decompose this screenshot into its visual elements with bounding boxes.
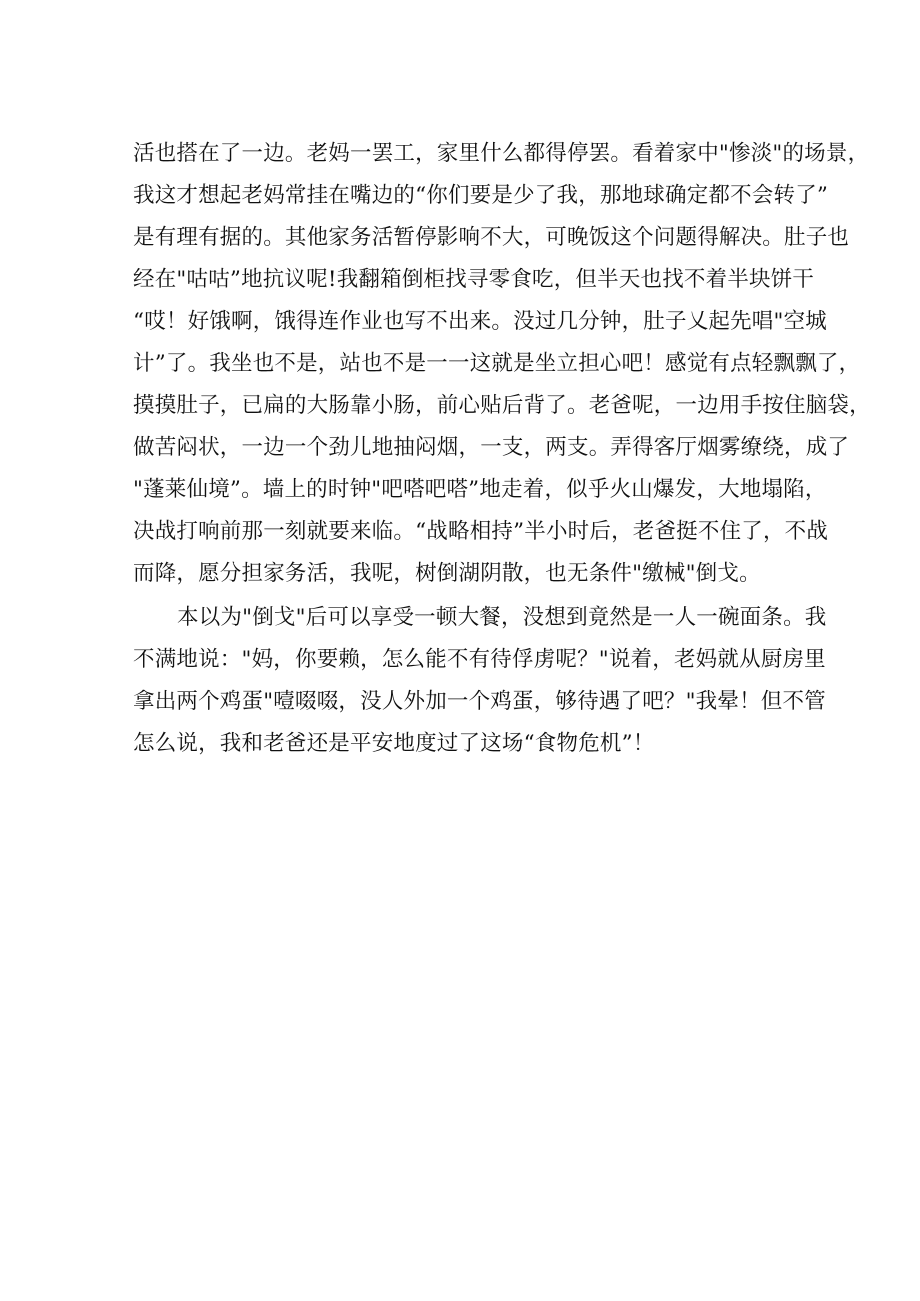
- text-line: 我这才想起老妈常挂在嘴边的“你们要是少了我，那地球确定都不会转了”: [133, 183, 829, 208]
- paragraph-1: [133, 133, 871, 595]
- text-line: 做苦闷状，一边一个劲儿地抽闷烟，一支，两支。弄得客厅烟雾缭绕，成了: [133, 435, 850, 460]
- text-line: 而降，愿分担家务活，我呢，树倒湖阴散，也无条件"缴械"倒戈。: [133, 561, 761, 586]
- paragraph-2: [133, 597, 827, 765]
- text-line: 经在"咕咕”地抗议呢!我翻箱倒柜找寻零食吃，但半天也找不着半块饼干: [133, 267, 815, 292]
- text-line: 怎么说，我和老爸还是平安地度过了这场“食物危机”！: [133, 731, 655, 756]
- text-line: 不满地说："妈，你要赖，怎么能不有待俘虏呢？"说着，老妈就从厨房里: [133, 647, 826, 672]
- text-line: 本以为"倒戈"后可以享受一顿大餐，没想到竟然是一人一碗面条。我: [177, 605, 827, 630]
- text-line: “哎！好饿啊，饿得连作业也写不出来。没过几分钟，肚子乂起先唱"空城: [133, 309, 827, 334]
- text-line: 计”了。我坐也不是，站也不是一一这就是坐立担心吧！感觉有点轻飘飘了，: [133, 351, 861, 376]
- text-line: 摸摸肚子，已扁的大肠靠小肠，前心贴后背了。老爸呢，一边用手按住脑袋，: [133, 393, 871, 418]
- text-line: 拿出两个鸡蛋"噎啜啜，没人外加一个鸡蛋，够待遇了吧？"我晕！但不管: [133, 689, 826, 714]
- text-line: "蓬莱仙境”。墙上的时钟"吧嗒吧嗒”地走着，似乎火山爆发，大地塌陷，: [133, 477, 827, 502]
- text-line: 是有理有据的。其他家务活暂停影响不大，可晚饭这个问题得解决。肚子也: [133, 225, 850, 250]
- text-line: 活也搭在了一边。老妈一罢工，家里什么都得停罢。看着家中"惨淡"的场景，: [133, 141, 870, 166]
- text-line: 决战打响前那一刻就要来临。“战略相持”半小时后，老爸挺不住了，不战: [133, 519, 829, 544]
- document-body: [133, 133, 871, 765]
